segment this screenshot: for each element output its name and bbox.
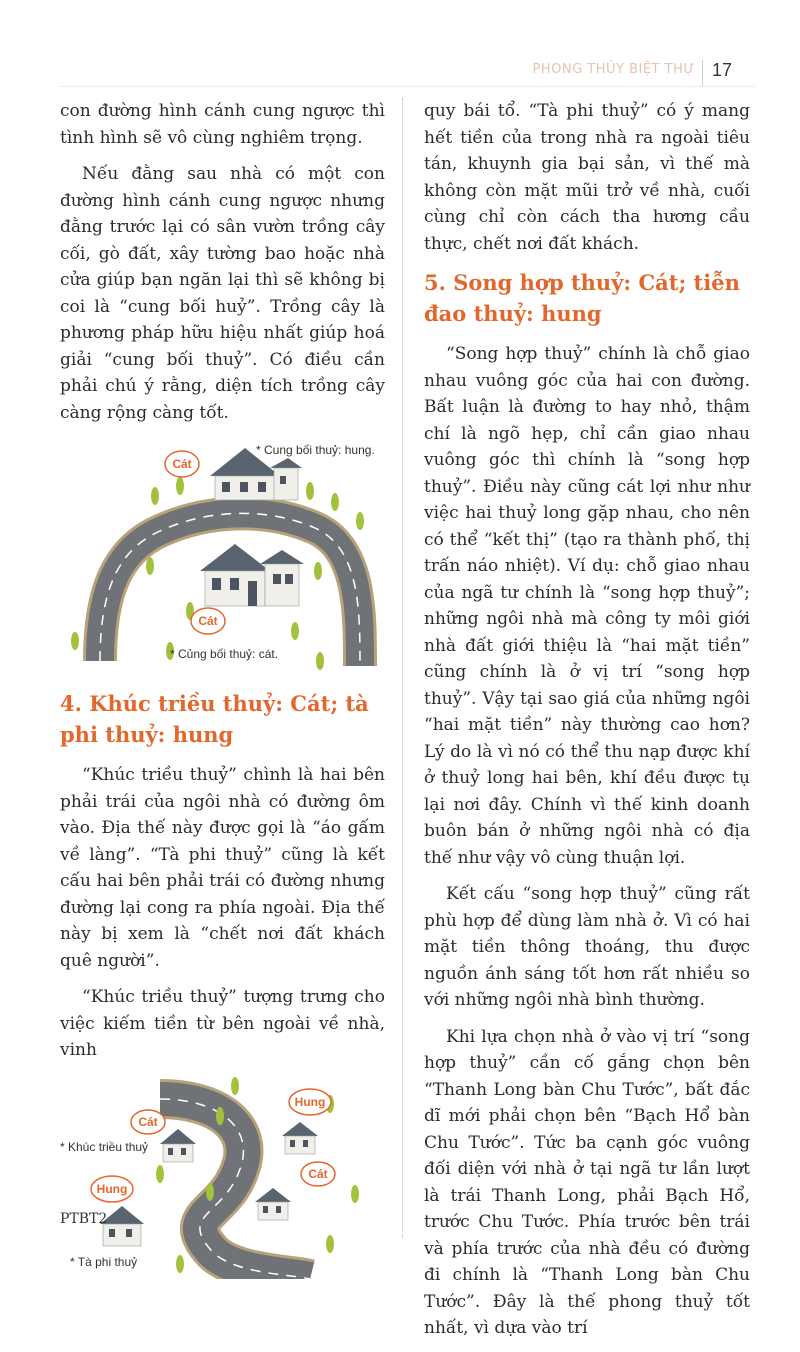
caption-cung-boi-cat: * Củng bối thuỷ: cát. xyxy=(170,647,279,661)
house-top-right xyxy=(282,1122,318,1154)
house-khuc xyxy=(160,1129,196,1162)
caption-cung-boi-hung: * Cung bối thuỷ: hung. xyxy=(256,443,375,457)
cat-bubble-bottom xyxy=(191,608,225,634)
figure-khuc-trieu-thuy xyxy=(60,1074,385,1279)
paragraph: Khi lựa chọn nhà ở vào vị trí “song hợp thuỷ” cần cố gắng chọn bên “Thanh Long bàn Chu Tước”, bất đắc dĩ mới phải chọn bên “Bạch Hổ bàn Chu Tước”. Tức ba cạnh góc vuông đối diện với nhà ở tại ngã tư lần lượt là trái Thanh Long, phải Bạch Hổ, trước Chu Tước. Phía trước bên trái và phía trước của nhà đều có đường đi chính là “Thanh Long bàn Chu Tước”. Đây là thế phong thuỷ tốt nhất, vì dựa vào trí xyxy=(424,1026,750,1338)
section-heading-5: 5. Song hợp thuỷ: Cát; tiễn đao thuỷ: hung xyxy=(424,270,740,326)
svg-text:Cát: Cát xyxy=(138,1114,158,1129)
svg-text:Hung: Hung xyxy=(96,1181,128,1196)
label-khuc-trieu-thuy: * Khúc triều thuỷ xyxy=(60,1139,149,1154)
cat-bubble-right xyxy=(301,1162,335,1186)
svg-text:Cát: Cát xyxy=(172,457,192,471)
header-divider xyxy=(702,60,703,86)
left-column xyxy=(60,98,385,1279)
paragraph: “Khúc triều thuỷ” tượng trưng cho việc kiếm tiền từ bên ngoài về nhà, vinh xyxy=(60,987,385,1060)
running-header-title: PHONG THỦY BIỆT THỰ xyxy=(532,62,695,77)
paragraph: quy bái tổ. “Tà phi thuỷ” có ý mang hết tiền của trong nhà ra ngoài tiêu tán, khuynh gia bại sản, vì thế mà không còn mặt mũi trở về nhà, cuối cùng chỉ còn cách tha hương cầu thực, chết nơi đất khách. xyxy=(424,101,750,254)
house-inner xyxy=(200,544,304,606)
section-heading-4: 4. Khúc triều thuỷ: Cát; tà phi thuỷ: hung xyxy=(60,691,369,747)
paragraph: Kết cấu “song hợp thuỷ” cũng rất phù hợp để dùng làm nhà ở. Vì có hai mặt tiền thông thoáng, thu được nguồn ánh sáng tốt hơn rất nhiều so với những ngôi nhà bình thường. xyxy=(424,884,750,1010)
right-column xyxy=(424,98,750,1352)
header-rule xyxy=(60,86,755,87)
page-number: 17 xyxy=(712,60,733,80)
paragraph: con đường hình cánh cung ngược thì tình hình sẽ vô cùng nghiêm trọng. xyxy=(60,101,385,148)
hung-bubble-left xyxy=(91,1176,133,1202)
footer-code: PTBT2 xyxy=(60,1211,108,1227)
cat-bubble-top xyxy=(165,451,199,477)
cat-bubble-top xyxy=(131,1110,165,1134)
paragraph: Nếu đằng sau nhà có một con đường hình cánh cung ngược nhưng đằng trước lại có sân vườn trồng cây cối, gò đất, xây tường bao hoặc nhà cửa giúp bạn ngăn lại thì sẽ không bị coi là “cung bối huỷ”. Trồng cây là phương pháp hữu hiệu nhất giúp hoá giải “cung bối thuỷ”. Có điều cần phải chú ý rằng, diện tích trồng cây càng rộng càng tốt. xyxy=(60,164,385,423)
svg-text:Cát: Cát xyxy=(198,614,218,628)
paragraph: “Song hợp thuỷ” chính là chỗ giao nhau vuông góc của hai con đường. Bất luận là đường to hay nhỏ, thậm chí là ngõ hẹp, chỉ cần giao nhau vuông góc thì chính là “song hợp thuỷ”. Điều này cũng cát lợi như như việc hai thuỷ long gặp nhau, cho nên có thể “kết thị” (tạo ra thành phố, thị trấn náo nhiệt). Ví dụ: chỗ giao nhau của ngã tư chính là “song hợp thuỷ”; những ngôi nhà mà công ty môi giới nhà đất giới thiệu là “hai mặt tiền” cũng chính là ở vị trí “song hợp thuỷ”. Vậy tại sao giá của những ngôi “hai mặt tiền” này thường cao hơn? Lý do là vì nó có thể thu nạp được khí ở thuỷ long hai bên, khí đều được tụ lại nơi đây. Chính vì thế kinh doanh buôn bán ở những ngôi nhà có địa thế như vậy vô cùng thuận lợi. xyxy=(424,344,750,868)
paragraph: “Khúc triều thuỷ” chình là hai bên phải trái của ngôi nhà có đường ôm vào. Địa thế này được gọi là “áo gấm về làng”. “Tà phi thuỷ” cũng là kết cấu hai bên phải trái có đường nhưng đường lại cong ra phía ngoài. Địa thế này bị xem là “chết nơi đất khách quê người”. xyxy=(60,765,385,971)
figure-cung-boi-thuy xyxy=(60,436,385,686)
hung-bubble-top xyxy=(289,1089,331,1115)
house-right xyxy=(255,1188,291,1220)
svg-text:Hung: Hung xyxy=(294,1094,326,1109)
column-divider xyxy=(402,98,404,1238)
svg-text:Cát: Cát xyxy=(308,1166,328,1181)
label-ta-phi-thuy: * Tà phi thuỷ xyxy=(70,1254,138,1269)
